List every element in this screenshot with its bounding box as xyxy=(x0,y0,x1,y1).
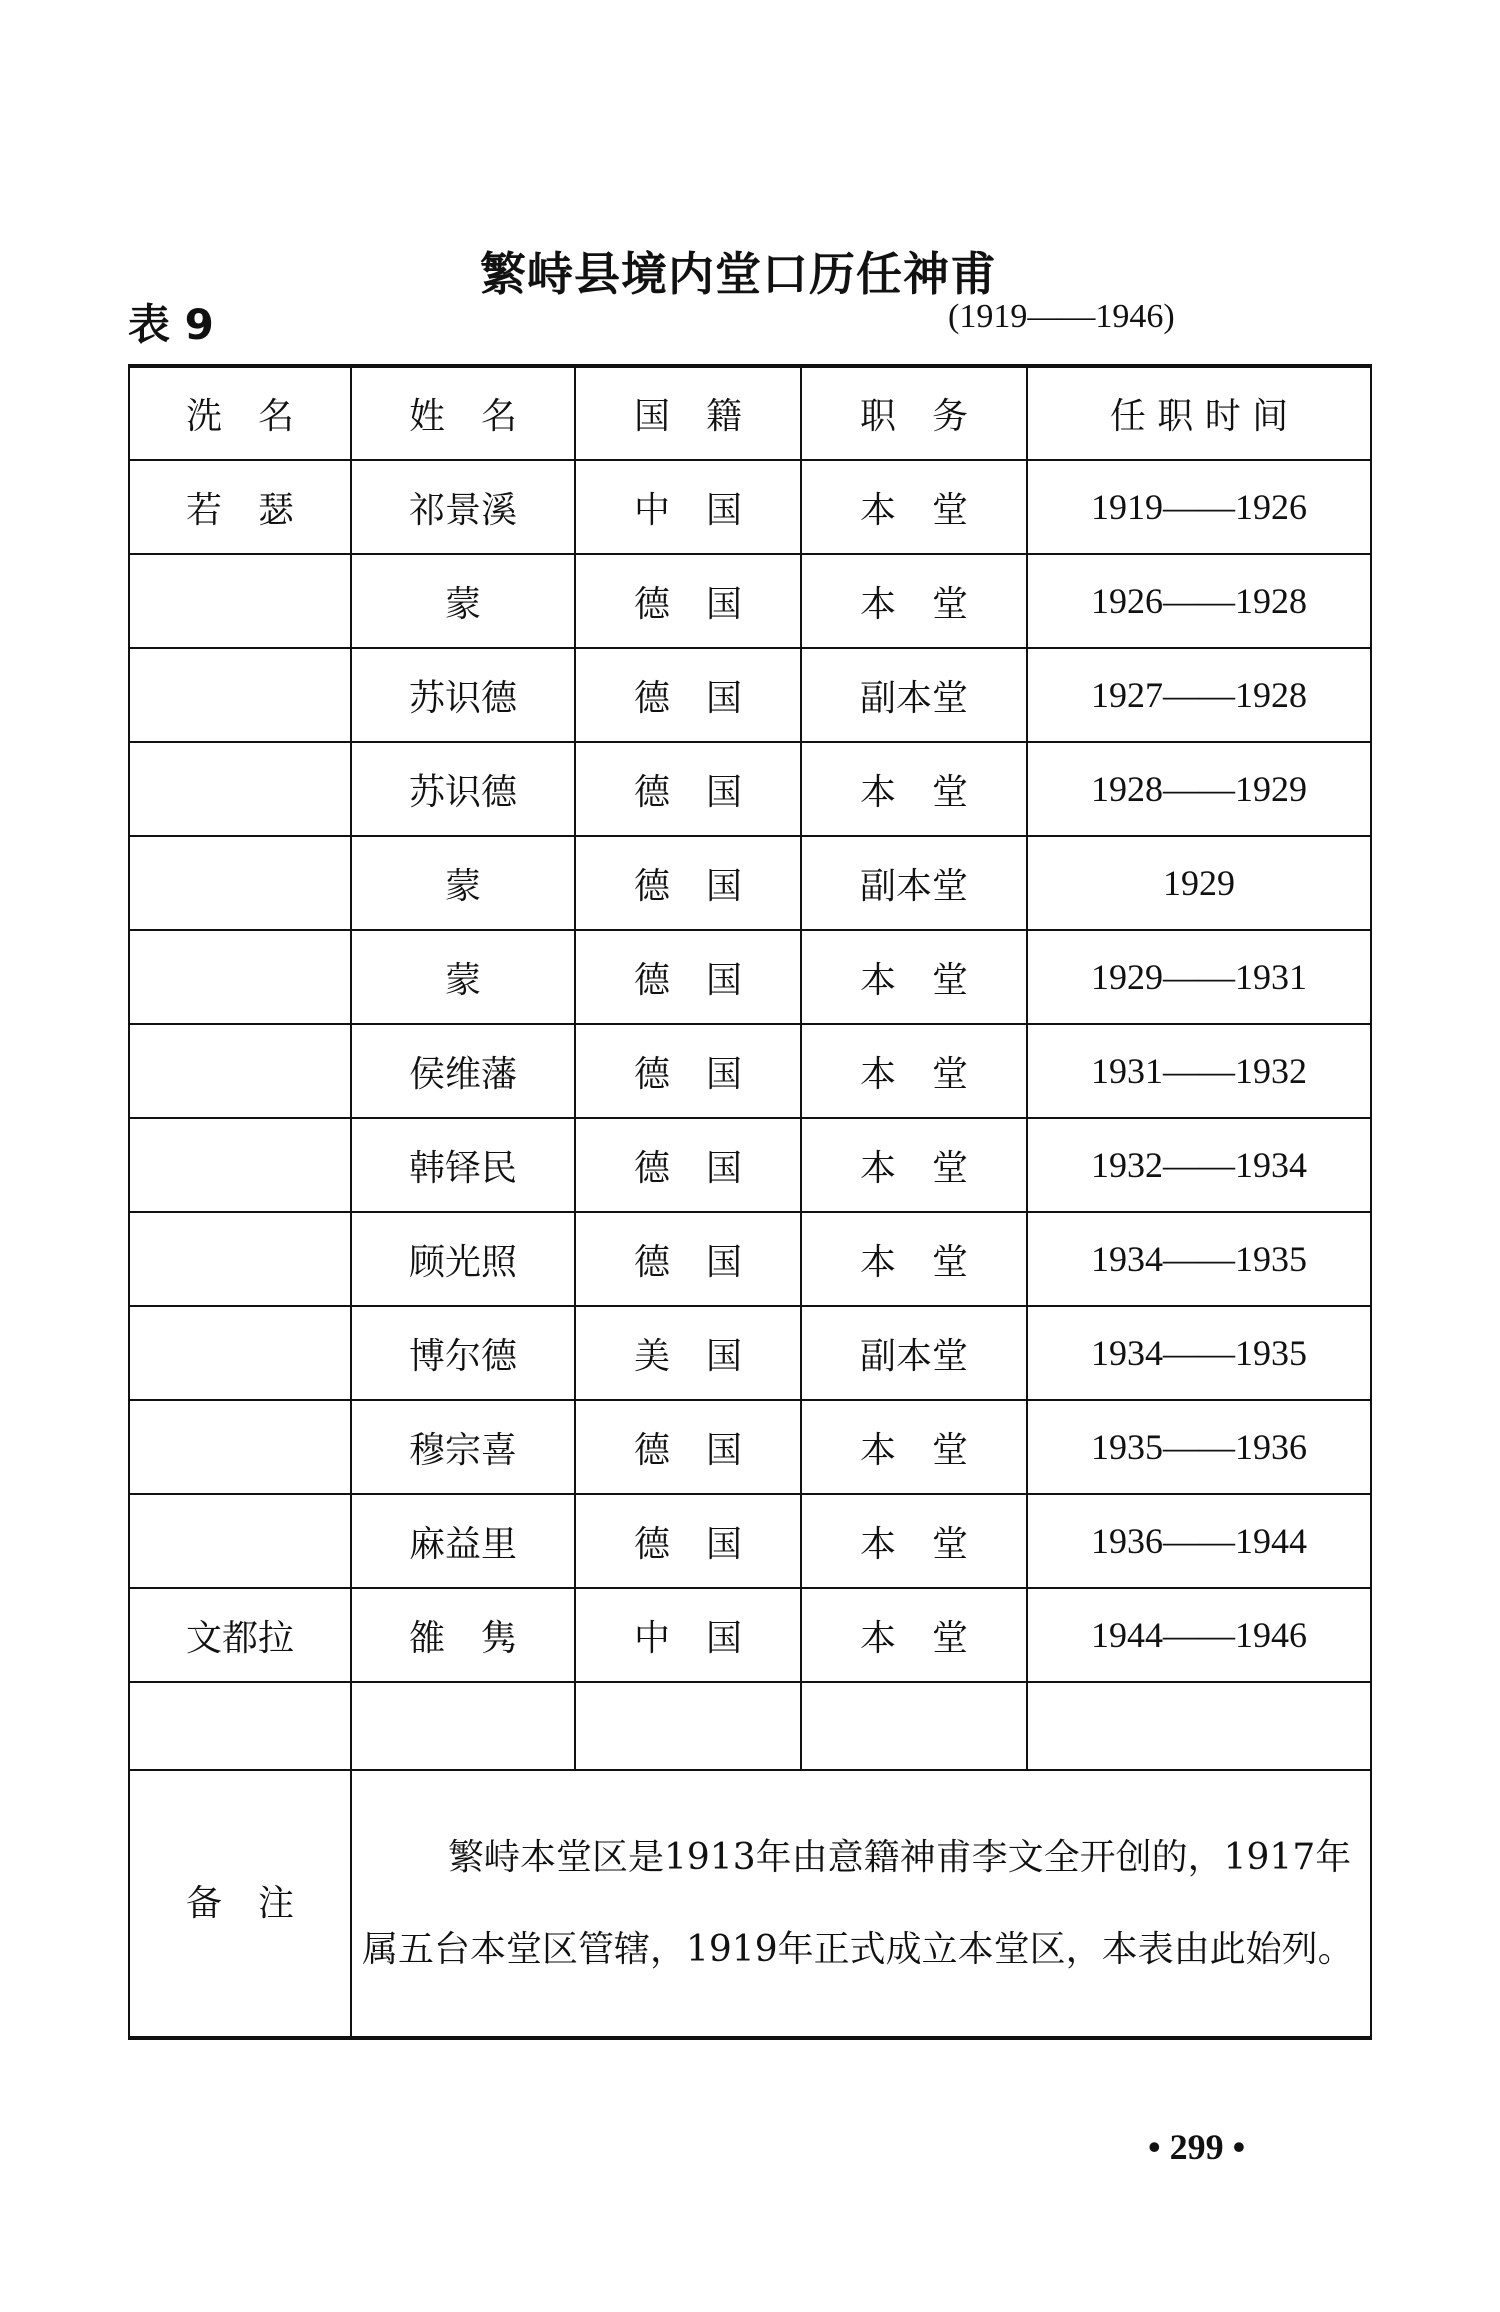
role-cell: 本 堂 xyxy=(801,1400,1027,1494)
role-cell: 本 堂 xyxy=(801,554,1027,648)
date-range: (1919——1946) xyxy=(948,298,1175,335)
name-cell: 侯维藩 xyxy=(351,1024,575,1118)
baptism-name-cell xyxy=(129,1024,351,1118)
term-cell: 1929——1931 xyxy=(1027,930,1371,1024)
empty-table-row xyxy=(129,1682,1371,1770)
table-label: 表 9 xyxy=(128,300,214,349)
table-row xyxy=(129,742,1371,836)
notes-text: 繁峙本堂区是1913年由意籍神甫李文全开创的，1917年属五台本堂区管辖，1919年正式成立本堂区，本表由此始列。 xyxy=(351,1770,1371,2038)
nationality-cell: 德 国 xyxy=(575,1024,801,1118)
name-cell: 蒙 xyxy=(351,930,575,1024)
table-row xyxy=(129,1494,1371,1588)
table-row xyxy=(129,1024,1371,1118)
table-row xyxy=(129,1588,1371,1682)
name-cell: 苏识德 xyxy=(351,742,575,836)
role-cell: 本 堂 xyxy=(801,1588,1027,1682)
table-row xyxy=(129,1212,1371,1306)
nationality-cell: 德 国 xyxy=(575,930,801,1024)
baptism-name-cell xyxy=(129,742,351,836)
column-header-baptism: 洗 名 xyxy=(129,366,351,460)
role-cell: 本 堂 xyxy=(801,460,1027,554)
name-cell: 祁景溪 xyxy=(351,460,575,554)
table-row xyxy=(129,554,1371,648)
nationality-cell: 德 国 xyxy=(575,1118,801,1212)
table-row xyxy=(129,460,1371,554)
role-cell: 本 堂 xyxy=(801,1024,1027,1118)
name-cell: 苏识德 xyxy=(351,648,575,742)
baptism-name-cell xyxy=(129,554,351,648)
role-cell: 副本堂 xyxy=(801,836,1027,930)
nationality-cell: 中 国 xyxy=(575,1588,801,1682)
table-row xyxy=(129,1118,1371,1212)
term-cell: 1932——1934 xyxy=(1027,1118,1371,1212)
column-header-nationality: 国 籍 xyxy=(575,366,801,460)
name-cell: 雒 隽 xyxy=(351,1588,575,1682)
notes-label: 备 注 xyxy=(129,1770,351,2038)
term-cell: 1934——1935 xyxy=(1027,1306,1371,1400)
role-cell: 本 堂 xyxy=(801,1212,1027,1306)
nationality-cell: 德 国 xyxy=(575,742,801,836)
nationality-cell: 德 国 xyxy=(575,1494,801,1588)
empty-cell xyxy=(575,1682,801,1770)
term-cell: 1919——1926 xyxy=(1027,460,1371,554)
table-row xyxy=(129,648,1371,742)
column-header-role: 职 务 xyxy=(801,366,1027,460)
nationality-cell: 德 国 xyxy=(575,648,801,742)
baptism-name-cell: 文都拉 xyxy=(129,1588,351,1682)
empty-cell xyxy=(129,1682,351,1770)
baptism-name-cell: 若 瑟 xyxy=(129,460,351,554)
baptism-name-cell xyxy=(129,1118,351,1212)
table-row xyxy=(129,1306,1371,1400)
empty-cell xyxy=(1027,1682,1371,1770)
role-cell: 副本堂 xyxy=(801,648,1027,742)
baptism-name-cell xyxy=(129,1306,351,1400)
role-cell: 副本堂 xyxy=(801,1306,1027,1400)
baptism-name-cell xyxy=(129,1400,351,1494)
table-row xyxy=(129,836,1371,930)
name-cell: 穆宗喜 xyxy=(351,1400,575,1494)
name-cell: 麻益里 xyxy=(351,1494,575,1588)
nationality-cell: 美 国 xyxy=(575,1306,801,1400)
baptism-name-cell xyxy=(129,1212,351,1306)
page-title: 繁峙县境内堂口历任神甫 xyxy=(480,247,997,301)
role-cell: 本 堂 xyxy=(801,1494,1027,1588)
term-cell: 1927——1928 xyxy=(1027,648,1371,742)
baptism-name-cell xyxy=(129,930,351,1024)
role-cell: 本 堂 xyxy=(801,742,1027,836)
nationality-cell: 中 国 xyxy=(575,460,801,554)
nationality-cell: 德 国 xyxy=(575,554,801,648)
table-row xyxy=(129,1400,1371,1494)
role-cell: 本 堂 xyxy=(801,930,1027,1024)
column-header-term: 任 职 时 间 xyxy=(1027,366,1371,460)
table-row xyxy=(129,930,1371,1024)
empty-cell xyxy=(801,1682,1027,1770)
term-cell: 1934——1935 xyxy=(1027,1212,1371,1306)
column-header-name: 姓 名 xyxy=(351,366,575,460)
baptism-name-cell xyxy=(129,1494,351,1588)
term-cell: 1931——1932 xyxy=(1027,1024,1371,1118)
term-cell: 1944——1946 xyxy=(1027,1588,1371,1682)
nationality-cell: 德 国 xyxy=(575,1212,801,1306)
name-cell: 博尔德 xyxy=(351,1306,575,1400)
term-cell: 1929 xyxy=(1027,836,1371,930)
baptism-name-cell xyxy=(129,648,351,742)
baptism-name-cell xyxy=(129,836,351,930)
table-header-row xyxy=(129,366,1371,460)
nationality-cell: 德 国 xyxy=(575,836,801,930)
name-cell: 蒙 xyxy=(351,836,575,930)
empty-cell xyxy=(351,1682,575,1770)
name-cell: 蒙 xyxy=(351,554,575,648)
nationality-cell: 德 国 xyxy=(575,1400,801,1494)
term-cell: 1928——1929 xyxy=(1027,742,1371,836)
term-cell: 1936——1944 xyxy=(1027,1494,1371,1588)
role-cell: 本 堂 xyxy=(801,1118,1027,1212)
priest-roster-table xyxy=(128,364,1372,2040)
notes-row xyxy=(129,1770,1371,2038)
term-cell: 1935——1936 xyxy=(1027,1400,1371,1494)
page-number: • 299 • xyxy=(1148,2127,1246,2167)
name-cell: 顾光照 xyxy=(351,1212,575,1306)
term-cell: 1926——1928 xyxy=(1027,554,1371,648)
name-cell: 韩铎民 xyxy=(351,1118,575,1212)
